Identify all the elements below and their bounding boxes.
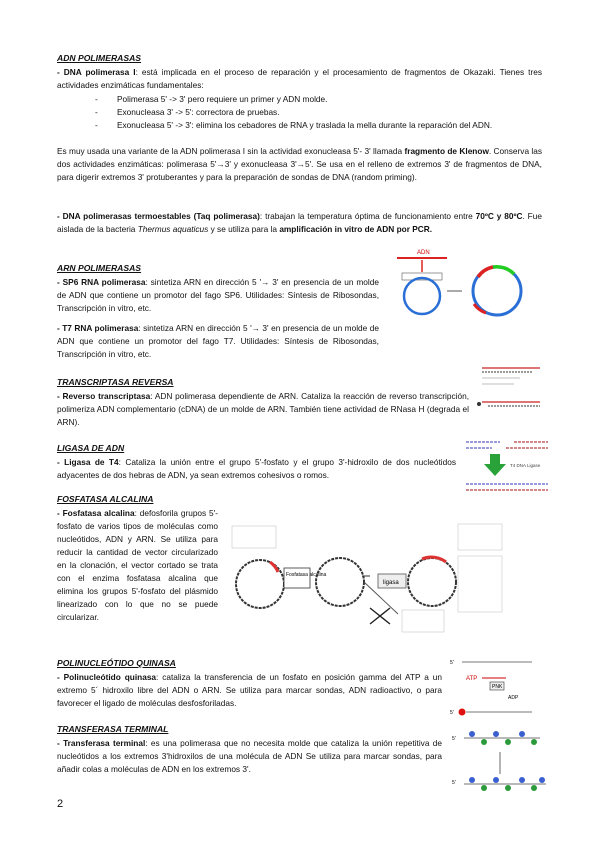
nucleotide-dot xyxy=(469,777,475,783)
plasmid-circle xyxy=(404,278,440,314)
section-heading-rna-polymerases: ARN POLIMERASAS xyxy=(57,263,142,273)
paragraph-dna-pol-1 xyxy=(57,66,542,92)
text-pnk: : cataliza la transferencia de un fosfato en posición gamma del ATP a un extremo 5´ hidroxilo libre del ADN o ARN. Se utiliza para marcar sondas, ADN radioactivo, o para favorecer el ligado de moléculas desfosforiladas. xyxy=(57,672,442,708)
five-prime-label: 5' xyxy=(452,736,456,742)
note-box xyxy=(458,524,502,550)
term-terminal-transferase: - Transferasa terminal xyxy=(57,738,146,748)
rna-polymerase-figure xyxy=(392,246,542,336)
term-t4-ligase: - Ligasa de T4 xyxy=(57,457,119,467)
text-klenow-a: Es muy usada una variante de la ADN polimerasa I sin la actividad exonucleasa 5'- 3' llamada xyxy=(57,146,405,156)
nucleotide-dot xyxy=(531,739,537,745)
section-heading-phosphatase: FOSFATASA ALCALINA xyxy=(57,494,154,504)
list-item: - Exonucleasa 5' -> 3': elimina los cebadores de RNA y traslada la mella durante la reparación del ADN. xyxy=(95,119,542,132)
text-taq-b: : trabajan la temperatura óptima de funcionamiento entre xyxy=(259,211,476,221)
figure-adn-label: ADN xyxy=(417,250,430,256)
pnk-figure xyxy=(448,658,548,716)
text-sp6: : sintetiza ARN en dirección 5 '→ 3' en presencia de un molde de ADN que contiene un promotor del fago SP6. Utilidades: Síntesis de Ribosondas, Transcripción in vitro, etc. xyxy=(57,277,379,313)
term-thermus: Thermus aquaticus xyxy=(137,224,209,234)
section-heading-reverse-transcriptase: TRANSCRIPTASA REVERSA xyxy=(57,377,174,387)
note-box xyxy=(458,556,502,612)
section-heading-pnk: POLINUCLEÓTIDO QUINASA xyxy=(57,658,176,668)
note-box xyxy=(232,526,276,548)
phosphate-icon xyxy=(459,709,466,716)
nucleotide-dot xyxy=(481,785,487,791)
paragraph-t7 xyxy=(57,322,379,361)
blocked-icon xyxy=(370,608,390,624)
note-box xyxy=(402,610,444,632)
term-taq: - DNA polimerasas termoestables (Taq polimerasa) xyxy=(57,211,260,221)
nucleotide-dot xyxy=(481,739,487,745)
five-prime-label: 5' xyxy=(450,710,454,716)
primer-dot xyxy=(477,402,481,406)
nucleotide-dot xyxy=(469,731,475,737)
cut-site-arc xyxy=(270,562,278,572)
paragraph-rt xyxy=(57,390,469,429)
section-heading-terminal-transferase: TRANSFERASA TERMINAL xyxy=(57,724,169,734)
term-phosphatase: - Fosfatasa alcalina xyxy=(57,508,135,518)
marker-arc xyxy=(493,267,514,274)
term-pnk: - Polinucleótido quinasa xyxy=(57,672,157,682)
term-rt: - Reverso transcriptasa xyxy=(57,391,151,401)
text-taq-d: . Fue aislada de la bacteria xyxy=(57,211,542,234)
term-klenow: fragmento de Klenow xyxy=(404,146,489,156)
term-dna-pol-1: - DNA polimerasa I xyxy=(57,67,136,77)
paragraph-taq xyxy=(57,210,542,236)
nucleotide-dot xyxy=(505,785,511,791)
list-item: - Polimerasa 5' -> 3' pero requiere un primer y ADN molde. xyxy=(95,93,542,106)
paragraph-phosphatase xyxy=(57,507,218,624)
term-pcr: amplificación in vitro de ADN por PCR. xyxy=(279,224,433,234)
text-terminal-transferase: : es una polimerasa que no necesita molde que cataliza la unión repetitiva de nucleótidos a los extremos 3'hidroxilos de una molécula de ADN Se utiliza para marcar sondas, para añadir colas a moléculas de ADN en los extremos 3'. xyxy=(57,738,442,774)
pnk-label: PNK xyxy=(492,684,503,690)
text-phosphatase: : defosforila grupos 5'-fosfato de varios tipos de moléculas como nucleótidos, ADN y ARN. Se utiliza para reducir la cantidad de vector circularizado en la clonación, el vector cortado se trata con el enzima fosfatasa alcalina que elimina los grupos 5'-fosfato del plásmido linearizado con lo que no se puede circularizar. xyxy=(57,508,218,622)
insert-arc xyxy=(478,267,493,277)
fosfatasa-box xyxy=(284,568,310,588)
reverse-transcriptase-figure xyxy=(474,362,548,414)
paragraph-klenow xyxy=(57,145,542,184)
nucleotide-dot xyxy=(531,785,537,791)
fosfatasa-box-label: Fosfatasa alcalina xyxy=(286,572,327,578)
arrow-down-icon xyxy=(484,454,506,476)
text-dna-pol-1: : está implicada en el proceso de reparación y el procesamiento de fragmentos de Okazaki. Tienes tres actividades enzimáticas fundamentales: xyxy=(57,67,543,90)
adp-label: ADP xyxy=(508,695,519,701)
promoter-arc xyxy=(474,304,486,313)
activity-list xyxy=(95,93,542,132)
paragraph-sp6 xyxy=(57,276,379,315)
paragraph-ligase xyxy=(57,456,456,482)
nucleotide-dot xyxy=(539,777,545,783)
ligase-figure xyxy=(462,436,552,494)
text-klenow-c: . Conserva las dos actividades enzimáticas: polimerasa 5'→3' y exonucleasa 3'→5'. Se usa en el relleno de extremos 3' de fragmentos de DNA, para digerir extremos 3' protuberantes y para la preparación de sondas de DNA (random priming). xyxy=(57,146,543,182)
term-temperature: 70ºC y 80ºC xyxy=(475,211,523,221)
nucleotide-dot xyxy=(505,739,511,745)
page-number: 2 xyxy=(57,798,64,810)
ligasa-box-label: ligasa xyxy=(383,580,399,586)
text-taq-f: y se utiliza para la xyxy=(208,224,280,234)
nucleotide-dot xyxy=(519,731,525,737)
term-t7: - T7 RNA polimerasa xyxy=(57,323,139,333)
section-heading-ligase: LIGASA DE ADN xyxy=(57,443,125,453)
terminal-transferase-figure xyxy=(450,724,550,804)
text-rt: : ADN polimerasa dependiente de ARN. Cataliza la reacción de reverso transcripción, polimeriza ADN complementario (cDNA) de un molde de ARN. También tiene actividad de RNasa H (degrada el ARN). xyxy=(57,391,469,427)
section-heading-dna-polymerases: ADN POLIMERASAS xyxy=(57,53,142,63)
ligase-label: T4 DNA Ligase xyxy=(510,463,541,468)
nucleotide-dot xyxy=(493,731,499,737)
phosphatase-figure xyxy=(222,516,504,640)
nucleotide-dot xyxy=(493,777,499,783)
five-prime-label: 5' xyxy=(452,780,456,786)
nucleotide-dot xyxy=(519,777,525,783)
five-prime-label: 5' xyxy=(450,660,454,666)
paragraph-terminal-transferase xyxy=(57,737,442,776)
term-sp6: - SP6 RNA polimerasa xyxy=(57,277,146,287)
ligated-plasmid xyxy=(408,558,456,606)
dephosphorylated-plasmid xyxy=(316,558,364,606)
text-ligase: : Cataliza la unión entre el grupo 5'-fosfato y el grupo 3'-hidroxilo de dos nucleótidos adyacentes de dos hebras de ADN, ya sean extremos cohesivos o romos. xyxy=(57,457,456,480)
atp-label: ATP xyxy=(466,676,478,682)
list-item: - Exonucleasa 3' -> 5': correctora de pruebas. xyxy=(95,106,542,119)
text-t7: : sintetiza ARN en dirección 5 '→ 3' en presencia de un molde de ADN que contiene un promotor del fago T7. Utilidades: Síntesis de Ribosondas, Transcripción in vitro, etc. xyxy=(57,323,379,359)
paragraph-pnk xyxy=(57,671,442,710)
